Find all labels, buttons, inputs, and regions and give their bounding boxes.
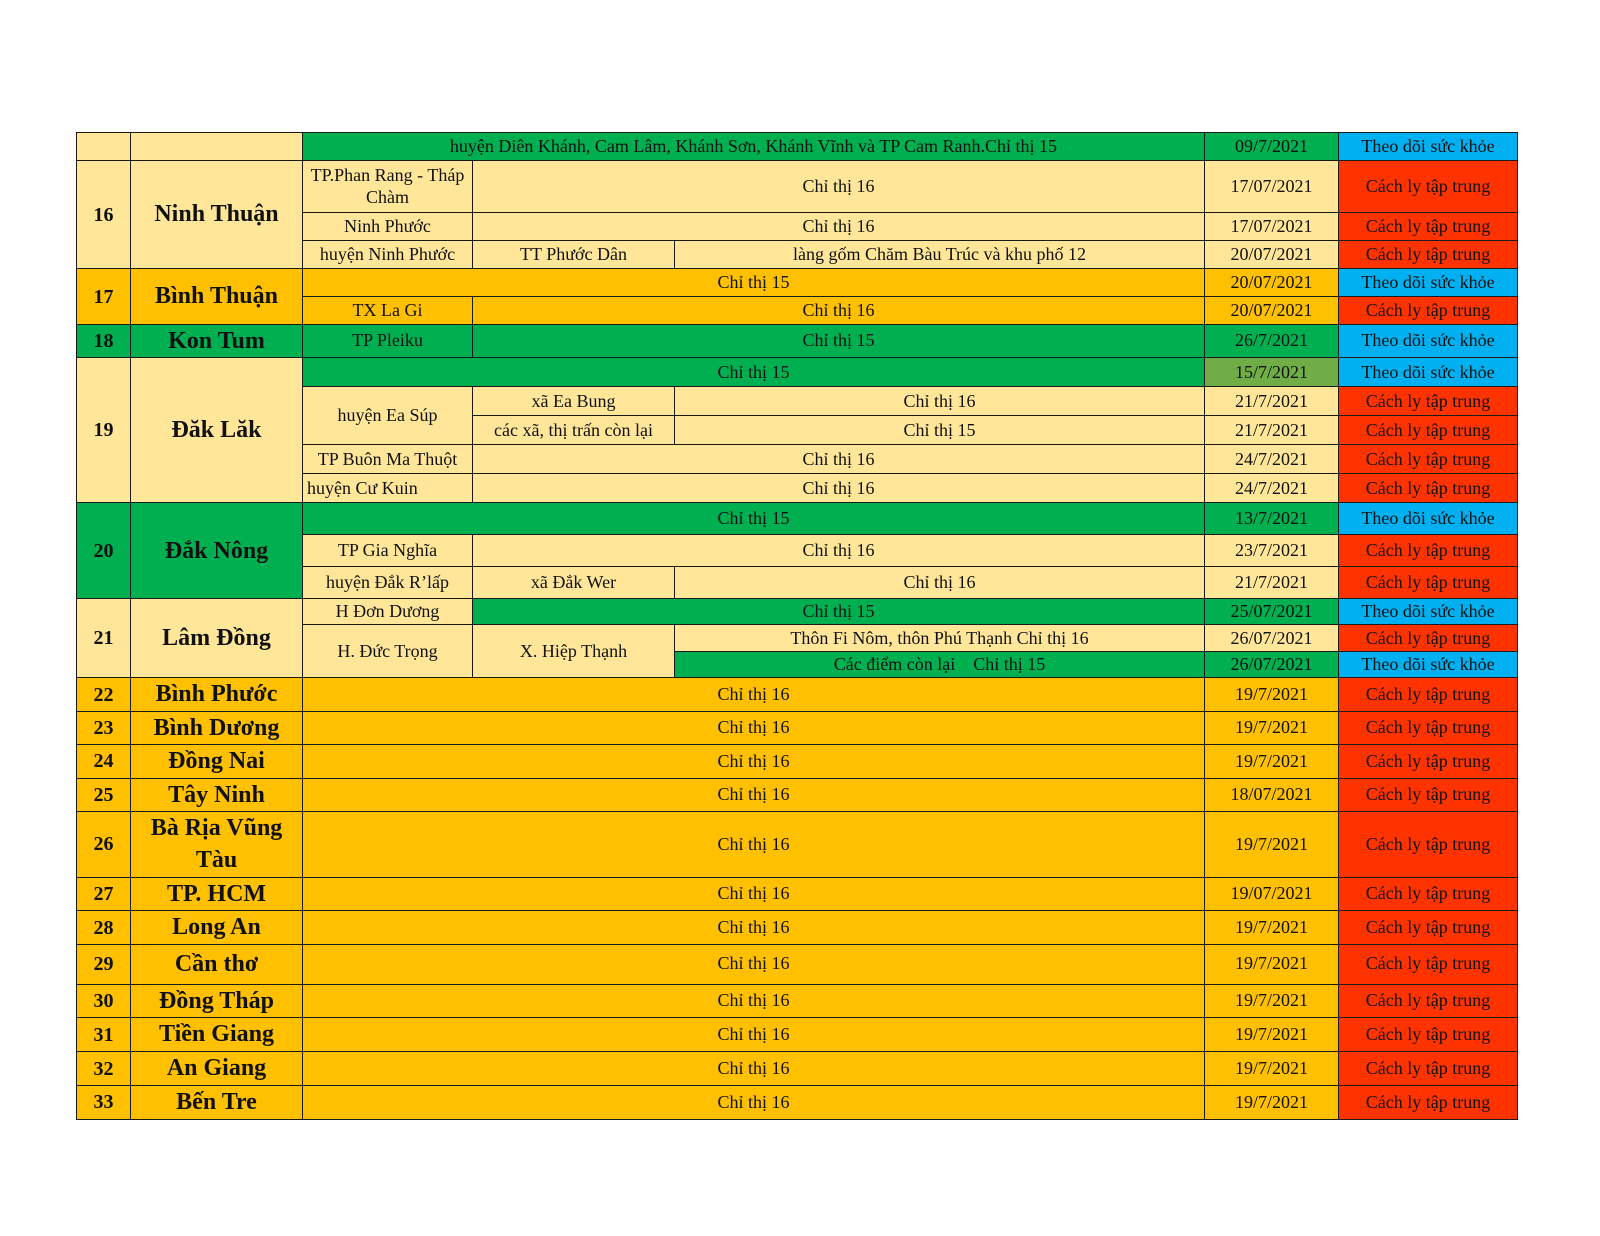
measure-cell: Chỉ thị 15 (675, 416, 1205, 445)
measure-cell: Chỉ thị 16 (303, 778, 1205, 811)
date-cell: 19/7/2021 (1205, 984, 1339, 1017)
date-cell: 19/7/2021 (1205, 1018, 1339, 1052)
province-number: 17 (77, 269, 131, 325)
status-cell: Cách ly tập trung (1339, 877, 1518, 910)
sub-area-cell: xã Đắk Wer (473, 567, 675, 599)
table-row (77, 1018, 1518, 1052)
date-cell: 19/7/2021 (1205, 678, 1339, 711)
province-name: Tây Ninh (131, 778, 303, 811)
status-cell: Theo dõi sức khỏe (1339, 133, 1518, 161)
province-name: Đắk Nông (131, 503, 303, 599)
measure-cell: Chỉ thị 16 (473, 213, 1205, 241)
date-cell: 20/07/2021 (1205, 269, 1339, 297)
table-row (77, 811, 1518, 877)
status-cell: Cách ly tập trung (1339, 811, 1518, 877)
date-cell: 24/7/2021 (1205, 474, 1339, 503)
area-cell: Ninh Phước (303, 213, 473, 241)
measure-cell: Chỉ thị 15 (303, 269, 1205, 297)
measure-cell: Chỉ thị 16 (303, 911, 1205, 944)
status-cell: Cách ly tập trung (1339, 944, 1518, 984)
measure-cell: Chỉ thị 16 (473, 474, 1205, 503)
area-cell: TP Buôn Ma Thuột (303, 445, 473, 474)
province-name: TP. HCM (131, 877, 303, 910)
status-cell: Cách ly tập trung (1339, 474, 1518, 503)
status-cell: Cách ly tập trung (1339, 778, 1518, 811)
date-cell: 09/7/2021 (1205, 133, 1339, 161)
table-row (77, 269, 1518, 297)
date-cell: 19/7/2021 (1205, 1086, 1339, 1119)
table-row (77, 1052, 1518, 1086)
status-cell: Cách ly tập trung (1339, 535, 1518, 567)
measure-cell: Chỉ thị 16 (473, 297, 1205, 325)
province-name: Đăk Lăk (131, 358, 303, 503)
date-cell: 26/07/2021 (1205, 652, 1339, 678)
table-row (77, 1086, 1518, 1119)
sub-area-cell: xã Ea Bung (473, 387, 675, 416)
status-cell: Cách ly tập trung (1339, 984, 1518, 1017)
area-cell: TX La Gi (303, 297, 473, 325)
covid-measures-table (76, 132, 1518, 1120)
measure-cell: Chỉ thị 16 (473, 445, 1205, 474)
status-cell: Cách ly tập trung (1339, 711, 1518, 744)
measure-cell: Chỉ thị 15 (473, 599, 1205, 625)
area-cell: huyện Cư Kuin (303, 474, 473, 503)
table-row (77, 984, 1518, 1017)
date-cell: 19/7/2021 (1205, 944, 1339, 984)
area-cell: H. Đức Trọng (303, 625, 473, 678)
date-cell: 19/7/2021 (1205, 745, 1339, 778)
province-number: 16 (77, 161, 131, 269)
table-row (77, 944, 1518, 984)
date-cell: 25/07/2021 (1205, 599, 1339, 625)
table-row (77, 325, 1518, 358)
status-cell: Theo dõi sức khỏe (1339, 503, 1518, 535)
table-row (77, 133, 1518, 161)
measure-cell: Chỉ thị 16 (303, 711, 1205, 744)
measure-cell: Chỉ thị 16 (303, 1018, 1205, 1052)
status-cell: Theo dõi sức khỏe (1339, 325, 1518, 358)
table-row (77, 778, 1518, 811)
measure-cell: Chỉ thị 15 (303, 358, 1205, 387)
date-cell: 24/7/2021 (1205, 445, 1339, 474)
area-cell: H Đơn Dương (303, 599, 473, 625)
province-number: 29 (77, 944, 131, 984)
date-cell: 17/07/2021 (1205, 161, 1339, 213)
area-cell: huyện Ninh Phước (303, 241, 473, 269)
table-row (77, 503, 1518, 535)
date-cell: 20/07/2021 (1205, 297, 1339, 325)
province-number: 30 (77, 984, 131, 1017)
measure-cell: Chỉ thị 15 (473, 325, 1205, 358)
status-cell: Cách ly tập trung (1339, 297, 1518, 325)
province-number: 32 (77, 1052, 131, 1086)
date-cell: 18/07/2021 (1205, 778, 1339, 811)
sub-area-cell: X. Hiệp Thạnh (473, 625, 675, 678)
table-row (77, 599, 1518, 625)
measure-cell: Chỉ thị 16 (675, 567, 1205, 599)
status-cell: Theo dõi sức khỏe (1339, 652, 1518, 678)
status-cell: Cách ly tập trung (1339, 445, 1518, 474)
date-cell: 19/07/2021 (1205, 877, 1339, 910)
province-number: 19 (77, 358, 131, 503)
date-cell: 19/7/2021 (1205, 911, 1339, 944)
table-row (77, 711, 1518, 744)
province-name: Bình Dương (131, 711, 303, 744)
date-cell: 19/7/2021 (1205, 811, 1339, 877)
date-cell: 21/7/2021 (1205, 416, 1339, 445)
province-number: 23 (77, 711, 131, 744)
status-cell: Cách ly tập trung (1339, 625, 1518, 652)
province-number: 22 (77, 678, 131, 711)
province-number: 26 (77, 811, 131, 877)
province-number: 33 (77, 1086, 131, 1119)
province-name: Bình Phước (131, 678, 303, 711)
province-number: 21 (77, 599, 131, 678)
province-name: An Giang (131, 1052, 303, 1086)
date-cell: 19/7/2021 (1205, 1052, 1339, 1086)
date-cell: 17/07/2021 (1205, 213, 1339, 241)
area-cell: huyện Ea Súp (303, 387, 473, 445)
date-cell: 23/7/2021 (1205, 535, 1339, 567)
measure-cell: làng gốm Chăm Bàu Trúc và khu phố 12 (675, 241, 1205, 269)
province-number: 20 (77, 503, 131, 599)
province-number: 28 (77, 911, 131, 944)
area-cell: TP Pleiku (303, 325, 473, 358)
measure-cell: Chỉ thị 16 (303, 745, 1205, 778)
province-name: Ninh Thuận (131, 161, 303, 269)
province-name: Đồng Nai (131, 745, 303, 778)
status-cell: Cách ly tập trung (1339, 213, 1518, 241)
table-row (77, 678, 1518, 711)
measure-cell: Chỉ thị 16 (303, 811, 1205, 877)
area-cell: TP Gia Nghĩa (303, 535, 473, 567)
province-number: 25 (77, 778, 131, 811)
measure-cell: Chỉ thị 16 (473, 535, 1205, 567)
date-cell: 26/07/2021 (1205, 625, 1339, 652)
province-name: Đồng Tháp (131, 984, 303, 1017)
province-name: Long An (131, 911, 303, 944)
status-cell: Cách ly tập trung (1339, 567, 1518, 599)
measure-cell: huyện Diên Khánh, Cam Lâm, Khánh Sơn, Khánh Vĩnh và TP Cam Ranh.Chỉ thị 15 (303, 133, 1205, 161)
province-name-cell (131, 133, 303, 161)
sub-area-cell: TT Phước Dân (473, 241, 675, 269)
status-cell: Cách ly tập trung (1339, 1052, 1518, 1086)
province-name: Tiền Giang (131, 1018, 303, 1052)
date-cell: 20/07/2021 (1205, 241, 1339, 269)
province-name: Kon Tum (131, 325, 303, 358)
status-cell: Cách ly tập trung (1339, 745, 1518, 778)
measure-cell: Thôn Fi Nôm, thôn Phú Thạnh Chỉ thị 16 (675, 625, 1205, 652)
measure-cell: Chỉ thị 16 (473, 161, 1205, 213)
measure-cell: Chỉ thị 16 (303, 1052, 1205, 1086)
province-name: Bến Tre (131, 1086, 303, 1119)
date-cell: 21/7/2021 (1205, 567, 1339, 599)
status-cell: Cách ly tập trung (1339, 416, 1518, 445)
province-number: 18 (77, 325, 131, 358)
status-cell: Theo dõi sức khỏe (1339, 269, 1518, 297)
date-cell: 15/7/2021 (1205, 358, 1339, 387)
date-cell: 19/7/2021 (1205, 711, 1339, 744)
sub-area-cell: các xã, thị trấn còn lại (473, 416, 675, 445)
date-cell: 21/7/2021 (1205, 387, 1339, 416)
status-cell: Cách ly tập trung (1339, 911, 1518, 944)
province-name: Lâm Đồng (131, 599, 303, 678)
province-number: 27 (77, 877, 131, 910)
measure-cell: Chỉ thị 16 (675, 387, 1205, 416)
table-row (77, 877, 1518, 910)
province-number: 31 (77, 1018, 131, 1052)
area-cell: TP.Phan Rang - Tháp Chàm (303, 161, 473, 213)
province-number: 24 (77, 745, 131, 778)
measure-cell: Chỉ thị 16 (303, 877, 1205, 910)
table-row (77, 358, 1518, 387)
province-name: Bà Rịa Vũng Tàu (131, 811, 303, 877)
measure-cell: Chỉ thị 15 (303, 503, 1205, 535)
table-row (77, 161, 1518, 213)
status-cell: Cách ly tập trung (1339, 1018, 1518, 1052)
status-cell: Cách ly tập trung (1339, 678, 1518, 711)
date-cell: 26/7/2021 (1205, 325, 1339, 358)
province-name: Cần thơ (131, 944, 303, 984)
measure-cell: Các điểm còn lại Chỉ thị 15 (675, 652, 1205, 678)
status-cell: Theo dõi sức khỏe (1339, 358, 1518, 387)
province-name: Bình Thuận (131, 269, 303, 325)
status-cell: Theo dõi sức khỏe (1339, 599, 1518, 625)
measure-cell: Chỉ thị 16 (303, 678, 1205, 711)
measure-cell: Chỉ thị 16 (303, 1086, 1205, 1119)
status-cell: Cách ly tập trung (1339, 1086, 1518, 1119)
status-cell: Cách ly tập trung (1339, 387, 1518, 416)
province-number-cell (77, 133, 131, 161)
table-row (77, 745, 1518, 778)
table-row (77, 911, 1518, 944)
date-cell: 13/7/2021 (1205, 503, 1339, 535)
status-cell: Cách ly tập trung (1339, 241, 1518, 269)
area-cell: huyện Đắk R’lấp (303, 567, 473, 599)
status-cell: Cách ly tập trung (1339, 161, 1518, 213)
measure-cell: Chỉ thị 16 (303, 984, 1205, 1017)
measure-cell: Chỉ thị 16 (303, 944, 1205, 984)
